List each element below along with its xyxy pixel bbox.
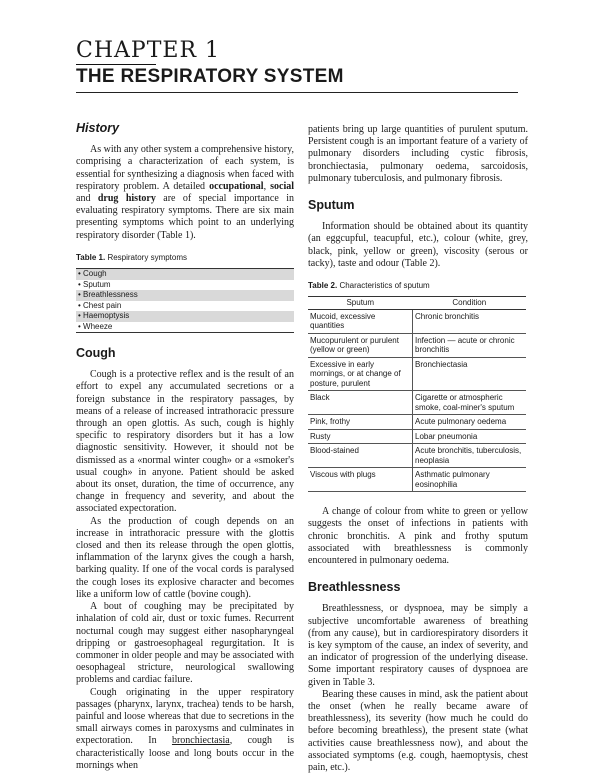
- column-header: Condition: [413, 297, 527, 310]
- cough-heading: Cough: [76, 346, 116, 361]
- table-row: Blood-stained Acute bronchitis, tuberculosis, neoplasia: [308, 444, 526, 468]
- table-row: Black Cigarette or atmospheric smoke, coal-miner's sputum: [308, 391, 526, 415]
- table-row: Mucoid, excessive quantities Chronic bronchitis: [308, 309, 526, 333]
- list-item: • Wheeze: [78, 321, 113, 331]
- left-column: [76, 122, 294, 772]
- table-row: Pink, frothy Acute pulmonary oedema: [308, 415, 526, 430]
- cough-paragraph-1: Cough is a protective reflex and is the result of an effort to expel any accumulated secretions or a foreign substance in the respiratory passages, by means of a release of increased intrathoracic pressure through an open glottis. As such, cough is highly specific to respiratory disorders but it has a low diagnostic sensitivity. However, it should not be dismissed as a «normal winter cough» or a «smoker's usual cough» in anyone. Patient should be asked about its onset, duration, the time of occurrence, any change in frequency and severity, and about the associated expectoration.: [76, 369, 294, 515]
- sputum-paragraph-2: A change of colour from white to green or yellow suggests the onset of infections in patients with chronic bronchitis. A pink and frothy sputum associated with breathlessness is commonly encountered in pulmonary oedema.: [308, 506, 528, 567]
- list-item: • Breathlessness: [76, 290, 294, 301]
- table-row: Viscous with plugs Asthmatic pulmonary eosinophilia: [308, 468, 526, 492]
- sputum-heading: Sputum: [308, 198, 355, 213]
- cough-paragraph-5: patients bring up large quantities of purulent sputum. Persistent cough is an important feature of a variety of pulmonary disorders including cystic fibrosis, bronchiectasia, pulmonary oedema, sarcoidosis, pulmonary tuberculosis, and pulmonary fibrosis.: [308, 124, 528, 184]
- chapter-title: THE RESPIRATORY SYSTEM: [76, 66, 344, 87]
- cough-paragraph-4: Cough originating in the upper respiratory passages (pharynx, larynx, trachea) tends to be harsh, painful and loose whereas that due to secretions in the small airways comes in paroxysms and culminates in expectoration. In bronchiectasia, cough is characteristically loose and long bouts occur in the mornings when: [76, 686, 295, 771]
- breathlessness-heading: Breathlessness: [308, 580, 401, 595]
- chapter-label: CHAPTER 1: [76, 38, 220, 63]
- history-heading: History: [76, 121, 120, 135]
- table-row: Rusty Lobar pneumonia: [308, 429, 526, 444]
- cough-paragraph-2: As the production of cough depends on an increase in intrathoracic pressure with the glottis closed and then its release through the open glottis, inflammation of the larynx gives the cough a harsh, barking quality. If one of the vocal cords is paralysed the cough loses its explosive character and becomes like a uniform low of cattle (bovine cough).: [76, 515, 294, 600]
- table-row: Mucopurulent or purulent (yellow or green) Infection — acute or chronic bronchitis: [308, 333, 526, 357]
- breathlessness-paragraph-2: Bearing these causes in mind, ask the patient about the onset (when he really became aware of breathlessness), its severity (how much he could do before becoming breathless), the present state (what activities cause breathlessness now), and about the associated symptoms (e.g. cough, haemoptysis, chest pain, etc.).: [308, 688, 528, 774]
- list-item: • Chest pain: [78, 300, 122, 310]
- respiratory-symptoms-table: [76, 268, 294, 333]
- title-divider: [76, 92, 518, 93]
- list-item: • Haemoptysis: [76, 311, 294, 322]
- table1-caption: Table 1. Respiratory symptoms: [76, 252, 188, 262]
- history-paragraph: As with any other system a comprehensive history, comprising a characterization of each system, is essential for synthesizing a diagnosis when faced with respiratory problem. A detailed occupational, social and drug history are of special importance in evaluating respiratory symptoms. There are six main presenting symptoms which point to an underlying respiratory disorder (Table 1).: [76, 144, 294, 241]
- bronchiectasia-link[interactable]: bronchiectasia: [171, 735, 230, 747]
- table2-caption: Table 2. Characteristics of sputum: [308, 281, 430, 291]
- list-item: • Cough: [76, 269, 294, 280]
- breathlessness-paragraph-1: Breathlessness, or dyspnoea, may be simply a subjective uncomfortable awareness of breathing (from any cause), but in cardiorespiratory disorders it is key symptom of the cause, an index of severity, and an indicator of progression of the underlying disease. Some important respiratory causes of dyspnoea are given in Table 3.: [308, 603, 528, 688]
- sputum-paragraph-1: Information should be obtained about its quantity (an eggcupful, teacupful, etc.), colour (white, grey, black, pink, yellow or green), viscosity (serous or tacky), taste and odour (Table 2).: [308, 221, 528, 269]
- table-row: Excessive in early mornings, or at change of posture, purulent Bronchiectasia: [308, 357, 526, 391]
- sputum-table: [308, 296, 526, 492]
- column-header: Sputum: [308, 297, 413, 310]
- right-column: [308, 124, 528, 774]
- cough-paragraph-3: A bout of coughing may be precipitated by inhalation of cold air, dust or toxic fumes. Recurrent nocturnal cough may suggest either nasopharyngeal dripping or gastroesophageal regurgitation. It is commoner in older people and may be associated with oesophageal stricture, neurological swallowing problems and cardiac failure.: [76, 601, 294, 686]
- list-item: • Sputum: [78, 279, 111, 289]
